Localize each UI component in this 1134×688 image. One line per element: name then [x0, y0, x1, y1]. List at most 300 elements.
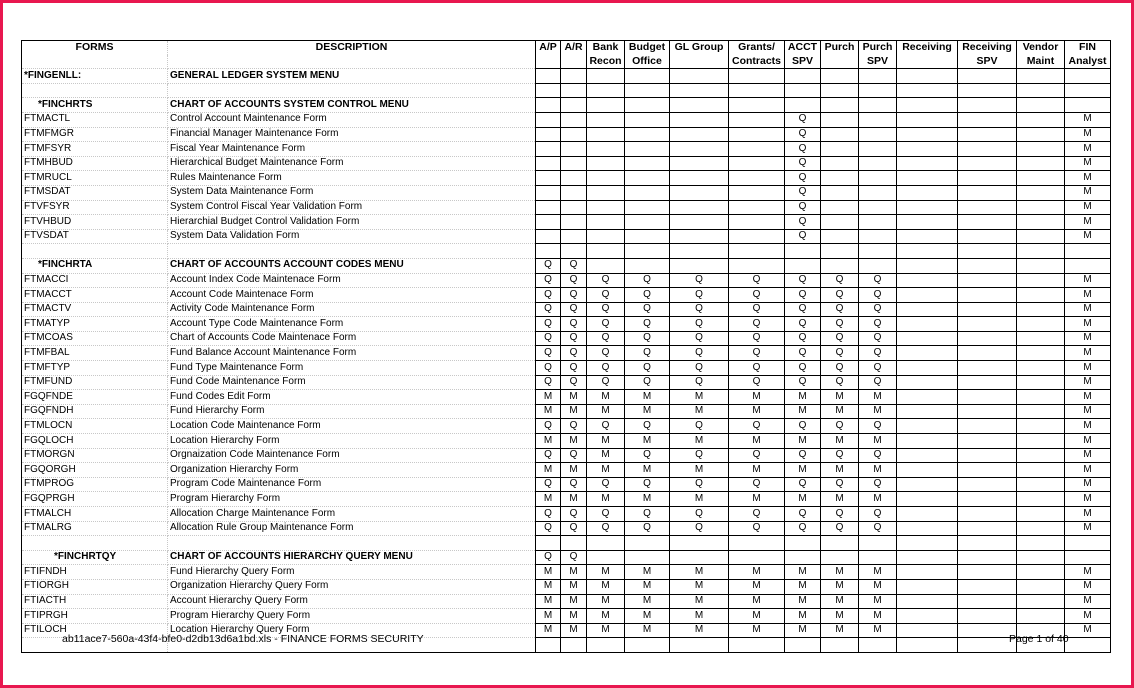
permission-cell [561, 69, 587, 84]
form-code: FTMCOAS [22, 331, 168, 346]
table-row [22, 288, 1111, 303]
blank-row [22, 83, 1111, 98]
permission-cell [1017, 565, 1065, 580]
form-description: Allocation Rule Group Maintenance Form [168, 521, 536, 536]
permission-cell: M [1065, 375, 1111, 390]
permission-cell [897, 171, 958, 186]
permission-cell [1065, 98, 1111, 113]
permission-cell: M [859, 434, 897, 449]
permission-cell: M [729, 434, 785, 449]
form-description: CHART OF ACCOUNTS SYSTEM CONTROL MENU [168, 98, 536, 113]
permission-cell [958, 623, 1017, 638]
form-description: Financial Manager Maintenance Form [168, 127, 536, 142]
permission-cell: M [561, 579, 587, 594]
permission-cell: M [536, 390, 561, 405]
permission-cell [1065, 69, 1111, 84]
permission-cell [958, 171, 1017, 186]
permission-cell [785, 83, 821, 98]
role-subheader: SPV [958, 55, 1017, 69]
permission-cell: Q [625, 317, 670, 332]
role-header: GL Group [670, 41, 729, 55]
permission-cell: M [859, 594, 897, 609]
permission-cell [670, 215, 729, 230]
permission-cell [958, 463, 1017, 478]
form-description: Orgnaization Code Maintenance Form [168, 448, 536, 463]
form-code: *FINCHRTQY [22, 550, 168, 565]
permission-cell: Q [670, 302, 729, 317]
permission-cell [958, 579, 1017, 594]
forms-security-table [21, 40, 1111, 653]
permission-cell: Q [821, 346, 859, 361]
permission-cell [561, 112, 587, 127]
permission-cell: Q [729, 448, 785, 463]
permission-cell: Q [670, 331, 729, 346]
permission-cell: M [821, 579, 859, 594]
permission-cell: Q [536, 375, 561, 390]
permission-cell [958, 317, 1017, 332]
permission-cell [670, 244, 729, 259]
permission-cell: M [729, 609, 785, 624]
permission-cell [958, 83, 1017, 98]
form-code: FTMSDAT [22, 185, 168, 200]
form-description: Activity Code Maintenance Form [168, 302, 536, 317]
permission-cell: Q [561, 550, 587, 565]
permission-cell [625, 536, 670, 551]
permission-cell: Q [625, 448, 670, 463]
role-subheader [536, 55, 561, 69]
permission-cell [729, 69, 785, 84]
permission-cell [958, 507, 1017, 522]
form-description: Fund Balance Account Maintenance Form [168, 346, 536, 361]
table-row [22, 390, 1111, 405]
permission-cell: M [561, 594, 587, 609]
permission-cell [536, 112, 561, 127]
permission-cell: M [729, 579, 785, 594]
permission-cell: Q [625, 302, 670, 317]
permission-cell [958, 375, 1017, 390]
permission-cell: M [785, 623, 821, 638]
permission-cell: Q [859, 419, 897, 434]
permission-cell: M [821, 434, 859, 449]
permission-cell: M [729, 492, 785, 507]
permission-cell: Q [729, 346, 785, 361]
permission-cell [587, 171, 625, 186]
permission-cell [958, 404, 1017, 419]
permission-cell: Q [561, 375, 587, 390]
permission-cell: Q [561, 448, 587, 463]
permission-cell: M [821, 492, 859, 507]
permission-cell [897, 200, 958, 215]
permission-cell: Q [785, 200, 821, 215]
permission-cell: Q [561, 302, 587, 317]
permission-cell: Q [561, 258, 587, 273]
permission-cell [536, 156, 561, 171]
permission-cell: Q [561, 507, 587, 522]
permission-cell: M [1065, 331, 1111, 346]
permission-cell [958, 594, 1017, 609]
permission-cell [897, 536, 958, 551]
permission-cell: Q [785, 156, 821, 171]
permission-cell: M [670, 434, 729, 449]
permission-cell: M [1065, 361, 1111, 376]
permission-cell [958, 156, 1017, 171]
permission-cell: Q [821, 477, 859, 492]
permission-cell: M [561, 565, 587, 580]
permission-cell: Q [587, 331, 625, 346]
role-header: Purch [859, 41, 897, 55]
permission-cell [625, 638, 670, 653]
table-row [22, 215, 1111, 230]
permission-cell: M [1065, 288, 1111, 303]
form-description: Allocation Charge Maintenance Form [168, 507, 536, 522]
permission-cell: M [1065, 404, 1111, 419]
permission-cell: Q [859, 331, 897, 346]
permission-cell: M [729, 404, 785, 419]
permission-cell [821, 127, 859, 142]
permission-cell [785, 536, 821, 551]
permission-cell [587, 142, 625, 157]
permission-cell [625, 156, 670, 171]
permission-cell: M [536, 565, 561, 580]
permission-cell: Q [729, 477, 785, 492]
permission-cell: M [821, 609, 859, 624]
permission-cell [670, 112, 729, 127]
permission-cell [1017, 229, 1065, 244]
form-description: Fund Code Maintenance Form [168, 375, 536, 390]
permission-cell [1017, 142, 1065, 157]
permission-cell [670, 200, 729, 215]
permission-cell [625, 244, 670, 259]
permission-cell: M [859, 565, 897, 580]
permission-cell: M [785, 463, 821, 478]
form-description: System Data Maintenance Form [168, 185, 536, 200]
permission-cell: Q [536, 507, 561, 522]
permission-cell: Q [859, 288, 897, 303]
permission-cell: M [821, 594, 859, 609]
permission-cell [859, 171, 897, 186]
table-row [22, 492, 1111, 507]
permission-cell: M [670, 609, 729, 624]
role-header: Grants/ [729, 41, 785, 55]
form-description [168, 83, 536, 98]
role-subheader: Recon [587, 55, 625, 69]
permission-cell [821, 215, 859, 230]
permission-cell [859, 185, 897, 200]
form-description: Account Code Maintenace Form [168, 288, 536, 303]
table-row [22, 112, 1111, 127]
role-subheader: Office [625, 55, 670, 69]
permission-cell [670, 83, 729, 98]
permission-cell [859, 69, 897, 84]
permission-cell: M [785, 579, 821, 594]
permission-cell: M [1065, 623, 1111, 638]
role-header: Purch [821, 41, 859, 55]
permission-cell: Q [859, 521, 897, 536]
permission-cell: M [1065, 127, 1111, 142]
form-code: FGQPRGH [22, 492, 168, 507]
permission-cell: M [587, 579, 625, 594]
permission-cell [958, 288, 1017, 303]
form-description: Account Hierarchy Query Form [168, 594, 536, 609]
header-row-2 [22, 55, 1111, 69]
permission-cell [561, 185, 587, 200]
form-code: FTMACTL [22, 112, 168, 127]
permission-cell [1017, 492, 1065, 507]
permission-cell [729, 98, 785, 113]
permission-cell [897, 127, 958, 142]
permission-cell [897, 112, 958, 127]
form-description: Location Hierarchy Query Form [168, 623, 536, 638]
permission-cell: M [536, 434, 561, 449]
permission-cell: Q [785, 185, 821, 200]
role-subheader [821, 55, 859, 69]
permission-cell [561, 156, 587, 171]
permission-cell: Q [729, 273, 785, 288]
permission-cell [729, 258, 785, 273]
permission-cell: Q [536, 419, 561, 434]
permission-cell [958, 331, 1017, 346]
permission-cell [625, 229, 670, 244]
permission-cell [729, 200, 785, 215]
form-code: *FINCHRTA [22, 258, 168, 273]
permission-cell: Q [587, 273, 625, 288]
permission-cell [958, 390, 1017, 405]
permission-cell [897, 317, 958, 332]
permission-cell [729, 185, 785, 200]
forms-column-header: FORMS [22, 41, 168, 55]
permission-cell [859, 112, 897, 127]
permission-cell: M [625, 623, 670, 638]
permission-cell [587, 244, 625, 259]
permission-cell: Q [821, 448, 859, 463]
table-row [22, 507, 1111, 522]
permission-cell [958, 142, 1017, 157]
role-header: A/R [561, 41, 587, 55]
permission-cell [625, 200, 670, 215]
permission-cell: Q [625, 477, 670, 492]
permission-cell: M [561, 623, 587, 638]
permission-cell [897, 448, 958, 463]
permission-cell [670, 258, 729, 273]
header-row-1 [22, 41, 1111, 55]
form-code: FTVSDAT [22, 229, 168, 244]
permission-cell [897, 623, 958, 638]
permission-cell: M [561, 609, 587, 624]
form-code: FTIPRGH [22, 609, 168, 624]
permission-cell [897, 244, 958, 259]
permission-cell [958, 550, 1017, 565]
form-description: Organization Hierarchy Form [168, 463, 536, 478]
permission-cell [536, 83, 561, 98]
table-row [22, 375, 1111, 390]
permission-cell [561, 244, 587, 259]
permission-cell [1017, 98, 1065, 113]
permission-cell [670, 127, 729, 142]
permission-cell: M [561, 390, 587, 405]
form-description: Rules Maintenance Form [168, 171, 536, 186]
permission-cell [625, 215, 670, 230]
permission-cell [958, 200, 1017, 215]
permission-cell [729, 638, 785, 653]
permission-cell: M [536, 623, 561, 638]
permission-cell: Q [670, 448, 729, 463]
permission-cell: Q [536, 521, 561, 536]
permission-cell [958, 215, 1017, 230]
permission-cell [958, 536, 1017, 551]
permission-cell [958, 361, 1017, 376]
footer-page-number: Page 1 of 40 [1009, 633, 1069, 645]
permission-cell [729, 127, 785, 142]
table-row [22, 565, 1111, 580]
permission-cell [625, 171, 670, 186]
permission-cell: Q [859, 477, 897, 492]
table-row [22, 156, 1111, 171]
permission-cell [897, 463, 958, 478]
permission-cell: Q [587, 521, 625, 536]
permission-cell: Q [670, 317, 729, 332]
form-description: CHART OF ACCOUNTS ACCOUNT CODES MENU [168, 258, 536, 273]
permission-cell [1017, 579, 1065, 594]
role-header: FIN [1065, 41, 1111, 55]
permission-cell [897, 83, 958, 98]
permission-cell [670, 98, 729, 113]
permission-cell: M [536, 492, 561, 507]
form-code: FTMFSYR [22, 142, 168, 157]
permission-cell: Q [859, 507, 897, 522]
permission-cell: Q [536, 361, 561, 376]
form-code: FTILOCH [22, 623, 168, 638]
table-row [22, 229, 1111, 244]
form-description: Fund Codes Edit Form [168, 390, 536, 405]
permission-cell [587, 83, 625, 98]
permission-cell [625, 258, 670, 273]
permission-cell: M [1065, 229, 1111, 244]
permission-cell [859, 142, 897, 157]
permission-cell: Q [785, 477, 821, 492]
permission-cell [625, 112, 670, 127]
permission-cell [536, 244, 561, 259]
form-code: FTIORGH [22, 579, 168, 594]
permission-cell: Q [821, 521, 859, 536]
permission-cell [536, 215, 561, 230]
permission-cell [587, 258, 625, 273]
table-row [22, 331, 1111, 346]
permission-cell: Q [561, 419, 587, 434]
permission-cell: Q [561, 346, 587, 361]
permission-cell: M [587, 390, 625, 405]
permission-cell [729, 229, 785, 244]
form-description: Fiscal Year Maintenance Form [168, 142, 536, 157]
permission-cell: Q [729, 419, 785, 434]
permission-cell [1017, 434, 1065, 449]
permission-cell: M [859, 623, 897, 638]
permission-cell [958, 448, 1017, 463]
permission-cell [897, 346, 958, 361]
permission-cell: M [821, 565, 859, 580]
permission-cell: M [561, 404, 587, 419]
permission-cell: Q [859, 317, 897, 332]
permission-cell [897, 375, 958, 390]
permission-cell: M [821, 390, 859, 405]
permission-cell: Q [670, 521, 729, 536]
permission-cell: Q [785, 127, 821, 142]
permission-cell [1017, 156, 1065, 171]
permission-cell: Q [821, 288, 859, 303]
permission-cell [897, 331, 958, 346]
permission-cell [897, 477, 958, 492]
permission-cell [587, 112, 625, 127]
permission-cell: Q [859, 273, 897, 288]
table-row [22, 448, 1111, 463]
permission-cell [625, 550, 670, 565]
permission-cell [729, 171, 785, 186]
form-code: FTMATYP [22, 317, 168, 332]
permission-cell: Q [785, 171, 821, 186]
permission-cell [821, 258, 859, 273]
permission-cell: M [1065, 521, 1111, 536]
permission-cell: M [587, 404, 625, 419]
permission-cell [897, 521, 958, 536]
permission-cell: M [587, 594, 625, 609]
form-code [22, 83, 168, 98]
permission-cell [536, 638, 561, 653]
form-description: Control Account Maintenance Form [168, 112, 536, 127]
table-row [22, 594, 1111, 609]
permission-cell: Q [821, 331, 859, 346]
form-description: Program Hierarchy Form [168, 492, 536, 507]
permission-cell: M [670, 594, 729, 609]
permission-cell [958, 229, 1017, 244]
permission-cell: Q [821, 375, 859, 390]
permission-cell: Q [729, 288, 785, 303]
permission-cell: Q [561, 521, 587, 536]
permission-cell [859, 83, 897, 98]
table-body [22, 69, 1111, 653]
permission-cell: M [670, 390, 729, 405]
permission-cell: Q [785, 215, 821, 230]
permission-cell: M [785, 565, 821, 580]
permission-cell [785, 244, 821, 259]
permission-cell [958, 112, 1017, 127]
permission-cell [821, 98, 859, 113]
permission-cell [561, 200, 587, 215]
permission-cell: M [1065, 346, 1111, 361]
permission-cell: M [625, 579, 670, 594]
table-row [22, 609, 1111, 624]
form-description: Program Code Maintenance Form [168, 477, 536, 492]
permission-cell [536, 200, 561, 215]
permission-cell [587, 127, 625, 142]
permission-cell [1065, 244, 1111, 259]
permission-cell: M [1065, 171, 1111, 186]
permission-cell [587, 185, 625, 200]
permission-cell [785, 98, 821, 113]
permission-cell: M [859, 404, 897, 419]
permission-cell: Q [587, 507, 625, 522]
permission-cell: M [1065, 594, 1111, 609]
permission-cell [958, 638, 1017, 653]
permission-cell [1065, 550, 1111, 565]
permission-cell [1017, 361, 1065, 376]
permission-cell [897, 302, 958, 317]
form-code: FTMPROG [22, 477, 168, 492]
form-code: FGQFNDH [22, 404, 168, 419]
permission-cell: Q [785, 317, 821, 332]
permission-cell: Q [625, 521, 670, 536]
permission-cell [785, 69, 821, 84]
role-header: Receiving [958, 41, 1017, 55]
permission-cell: M [729, 623, 785, 638]
